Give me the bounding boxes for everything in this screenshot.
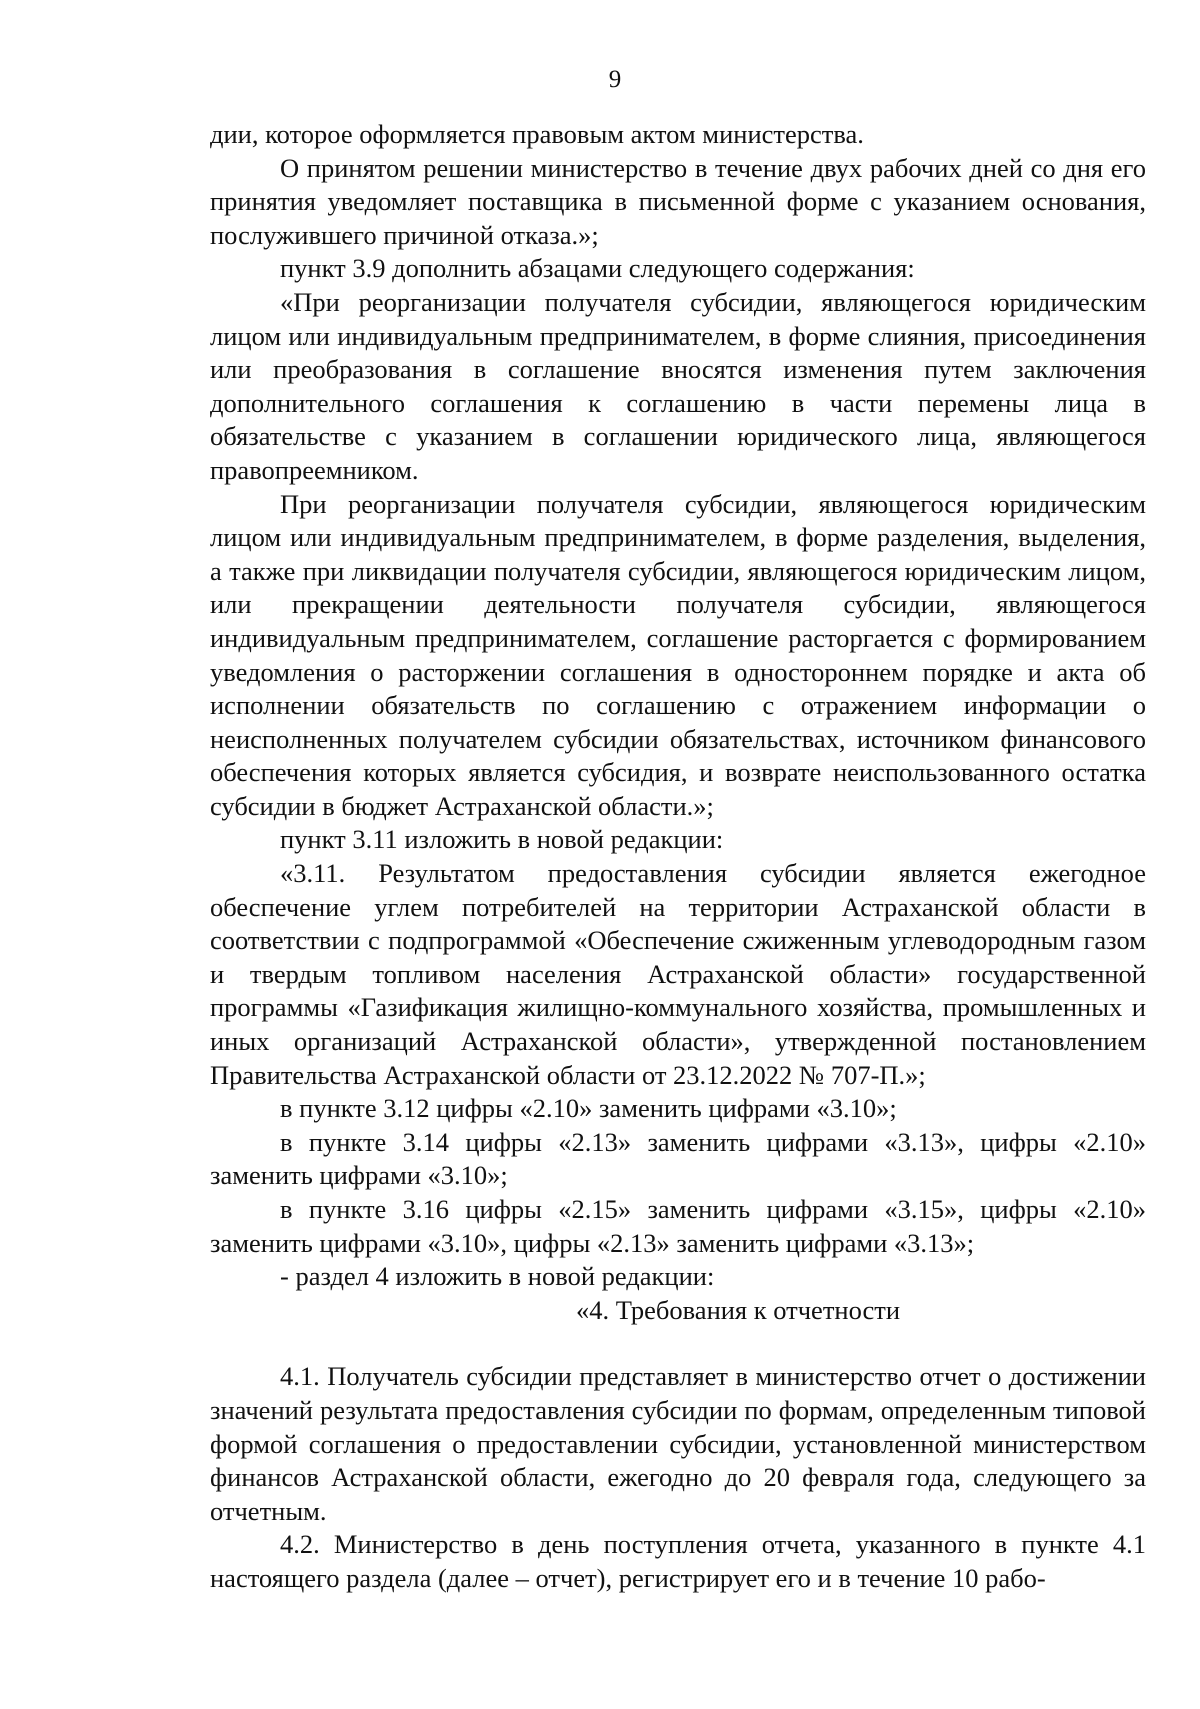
paragraph-notification: О принятом решении министерство в течение двух рабочих дней со дня его принятия уведомляет поставщика в письменной форме с указанием основания, послужившего причиной отказа.»; xyxy=(210,152,1146,250)
section-heading: «4. Требования к отчетности xyxy=(575,1294,901,1325)
paragraph-section-4-intro: - раздел 4 изложить в новой редакции: xyxy=(280,1261,715,1292)
paragraph-4-2: 4.2. Министерство в день поступления отчета, указанного в пункте 4.1 настоящего раздела (далее – отчет), регистрирует его и в течение 10 рабо- xyxy=(210,1529,1146,1593)
paragraph-amend-3-9: пункт 3.9 дополнить абзацами следующего содержания: xyxy=(280,253,915,284)
paragraph-amend-3-11: пункт 3.11 изложить в новой редакции: xyxy=(280,824,724,855)
paragraph-3-11-text: «3.11. Результатом предоставления субсидии является ежегодное обеспечение углем потребителей на территории Астраханской области в соответствии с подпрограммой «Обеспечение сжиженным углеводородным газом и твердым топливом населения Астраханской области» государственной программы «Газификация жилищно-коммунального хозяйства, промышленных и иных организаций Астраханской области», утвержденной постановлением Правительства Астраханской области от 23.12.2022 № 707-П.»; xyxy=(210,858,1146,1090)
document-body xyxy=(210,118,1146,1596)
paragraph-4-1: 4.1. Получатель субсидии представляет в министерство отчет о достижении значений результата предоставления субсидии по формам, определенным типовой формой соглашения о предоставлении субсидии, установленной министерством финансов Астраханской области, ежегодно до 20 февраля года, следующего за отчетным. xyxy=(210,1361,1146,1526)
paragraph-reorganization-split: При реорганизации получателя субсидии, являющегося юридическим лицом или индивидуальным предпринимателем, в форме разделения, выделения, а также при ликвидации получателя субсидии, являющегося юридическим лицом, или прекращении деятельности получателя субсидии, являющегося индивидуальным предпринимателем, соглашение расторгается с формированием уведомления о расторжении соглашения в одностороннем порядке и акта об исполнении обязательств по соглашению с отражением информации о неисполненных получателем субсидии обязательствах, источником финансового обеспечения которых является субсидия, и возврате неиспользованного остатка субсидии в бюджет Астраханской области.»; xyxy=(210,488,1146,821)
paragraph-continuation: дии, которое оформляется правовым актом министерства. xyxy=(210,119,864,149)
paragraph-amend-3-16: в пункте 3.16 цифры «2.15» заменить цифрами «3.15», цифры «2.10» заменить цифрами «3.10», цифры «2.13» заменить цифрами «3.13»; xyxy=(210,1194,1146,1258)
paragraph-amend-3-14: в пункте 3.14 цифры «2.13» заменить цифрами «3.13», цифры «2.10» заменить цифрами «3.10»; xyxy=(210,1126,1146,1191)
paragraph-amend-3-12: в пункте 3.12 цифры «2.10» заменить цифрами «3.10»; xyxy=(280,1093,897,1124)
section-spacer xyxy=(210,1327,1146,1360)
paragraph-reorganization-merge: «При реорганизации получателя субсидии, являющегося юридическим лицом или индивидуальным предпринимателем, в форме слияния, присоединения или преобразования в соглашение вносятся изменения путем заключения дополнительного соглашения к соглашению в части перемены лица в обязательстве с указанием в соглашении юридического лица, являющегося правопреемником. xyxy=(210,286,1146,485)
page-number: 9 xyxy=(608,66,622,93)
